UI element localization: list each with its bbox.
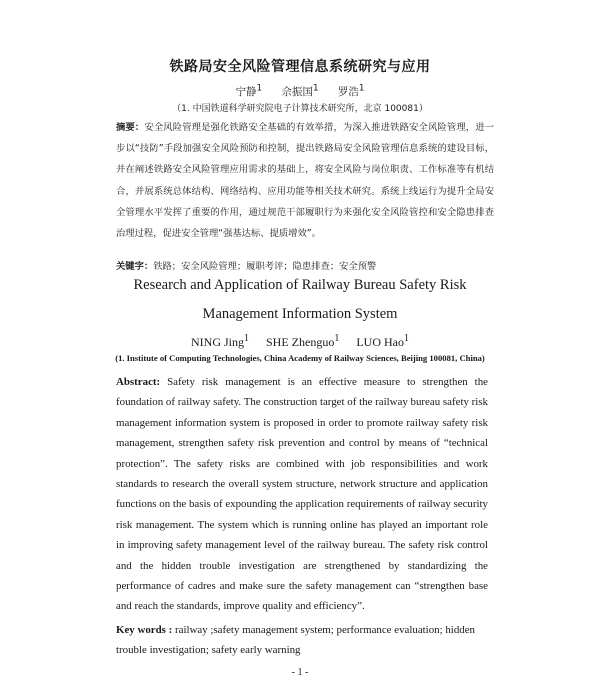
- english-title-line-1: Research and Application of Railway Bureau Safety Risk: [133, 277, 467, 293]
- chinese-abstract-text: 安全风险管理是强化铁路安全基础的有效举措，为深入推进铁路安全风险管理，进一步以“技防”手段加强安全风险预防和控制，提出铁路局安全风险管理信息系统的建设目标，并在阐述铁路安全风险管理应用需求的基础上，将安全风险与岗位职责、工作标准等有机结合，并展系统总体结构、网络结构、应用功能等相关技术研究。系统上线运行为提升全局安全管理水平发挥了重要的作用，通过规范干部履职行为来强化安全风险管控和安全隐患排查治理过程，促进安全管理“强基达标、提质增效”。: [116, 122, 494, 240]
- english-keywords: [116, 620, 488, 661]
- chinese-abstract: [116, 117, 494, 244]
- english-abstract: [116, 372, 488, 617]
- english-abstract-label: Abstract:: [116, 376, 161, 388]
- english-keywords-label: Key words :: [116, 624, 173, 636]
- english-author: NING Jing$^1$: [191, 333, 249, 349]
- chinese-affiliation: （1. 中国铁道科学研究院电子计算技术研究所，北京 100081）: [172, 104, 428, 114]
- chinese-title: 铁路局安全风险管理信息系统研究与应用: [169, 59, 431, 75]
- chinese-authors: [0, 83, 600, 99]
- chinese-abstract-label: 摘要：: [116, 122, 145, 133]
- chinese-keywords: [116, 258, 496, 272]
- english-title-line-2: Management Information System: [202, 306, 398, 322]
- chinese-author: 宁静$^1$: [235, 83, 263, 98]
- english-abstract-text: Safety risk management is an effective measure to strengthen the foundation of railway safety. The construction target of the railway bureau safety risk management information system is proposed in order to promote railway safety risk management, strengthen safety risk prevention and control by means of “technical protection”. The safety risks are combined with job responsibilities and work standards to research the overall system structure, network structure and application functions on the basis of expounding the application requirements of railway security risk management. The system which is running online has played an important role in improving safety management level of the railway bureau. The safety risk control and the hidden trouble investigation are strengthened by standardizing the performance of cadres and make sure the safety management can “strengthen base and reach the standards, improve quality and efficiency”.: [116, 376, 488, 613]
- english-keywords-text: railway ;safety management system; performance evaluation; hidden trouble investigation; safety early warning: [116, 624, 475, 657]
- chinese-author: 佘振国$^1$: [281, 83, 319, 98]
- chinese-author: 罗浩$^1$: [337, 83, 365, 98]
- chinese-keywords-text: 铁路；安全风险管理；履职考评；隐患排查；安全预警: [153, 261, 377, 272]
- english-author: LUO Hao$^1$: [356, 333, 409, 349]
- page-number: - 1 -: [291, 667, 309, 678]
- chinese-keywords-label: 关键字：: [116, 261, 154, 272]
- english-affiliation: (1. Institute of Computing Technologies, China Academy of Railway Sciences, Beijing 100081, China): [115, 353, 485, 363]
- english-authors: [0, 333, 600, 350]
- english-author: SHE Zhenguo$^1$: [266, 333, 340, 349]
